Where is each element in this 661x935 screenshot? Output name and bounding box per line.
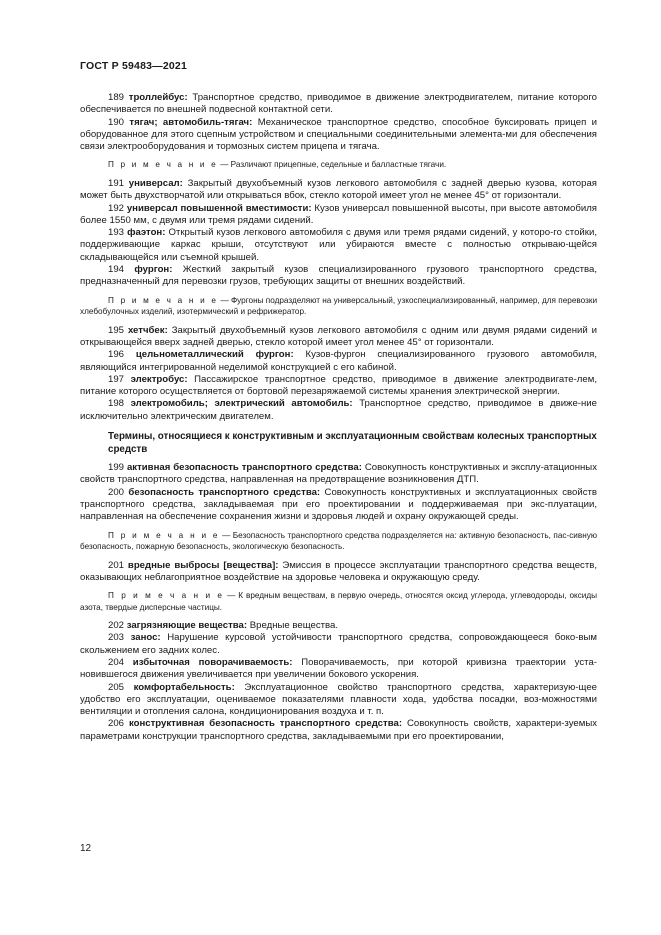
- term: комфортабельность:: [133, 681, 235, 693]
- term: загрязняющие вещества:: [126, 620, 248, 632]
- document-header: ГОСТ Р 59483—2021: [80, 60, 188, 72]
- definition: Совокупность конструктивных и эксплуатационных свойств транспортного средства, закладываемая при его проектировании и поддерживаемая при экс-плуатации, направленная на обеспечение сохранения жизни и здоровья людей и охрану окружающей среды.: [80, 486, 597, 523]
- term: электробус:: [130, 373, 188, 385]
- term-entry: 194 фургон: Жесткий закрытый кузов специализированного грузового транспортного средства, предназначенный для перевозки грузов, требующих защиты от внешних воздействий.: [80, 264, 597, 288]
- term-entry: 205 комфортабельность: Эксплуатационное свойство транспортного средства, характеризую-щее удобство его эксплуатации, оцениваемое показателями плавности хода, удобства посадки, воз-можностями вентиляции и отопления салона, кондиционирования воздуха и т. п.: [80, 681, 597, 718]
- definition: Совокупность конструктивных и эксплу-атационных свойств транспортного средства, направленная на предотвращение возникновения ДТП.: [80, 462, 597, 486]
- definition: Совокупность свойств, характери-зуемых параметрами конструкции транспортного средства, закладываемыми при его проектировании,: [80, 718, 598, 742]
- term: универсал:: [128, 177, 183, 189]
- definition: Эксплуатационное свойство транспортного средства, характеризую-щее удобство его эксплуатации, оцениваемое показателями плавности хода, удобства посадки, воз-можностями вентиляции и отопления салона, кондиционирования воздуха и т. п.: [80, 681, 597, 718]
- term-entry: 190 тягач; автомобиль-тягач: Механическое транспортное средство, способное буксировать прицеп и оборудованное для этого сцепным устройством и специальными соединительными элемента-ми для обеспечения связи электрооборудования и тормозных систем прицепа и тягача.: [80, 116, 598, 153]
- term: электромобиль; электрический автомобиль:: [130, 398, 353, 410]
- note: П р и м е ч а н и е — Безопасность транспортного средства подразделяется на: активную безопасность, пас-сивную безопасность, пожарную безопасность, экологическую безопасность.: [80, 530, 597, 552]
- definition: Транспортное средство, приводимое в движение электродвигателем, питание которого обеспечивается по внешней подвесной контактной сети.: [80, 92, 597, 116]
- term: занос:: [130, 632, 161, 644]
- term-entry: 199 активная безопасность транспортного средства: Совокупность конструктивных и эксплу-атационных свойств транспортного средства, направленная на предотвращение возникновения ДТП.: [80, 462, 597, 486]
- term: вредные выбросы [вещества]:: [127, 559, 279, 571]
- term: фургон:: [134, 264, 173, 276]
- term-entry: 198 электромобиль; электрический автомобиль: Транспортное средство, приводимое в движе-ние исключительно электрическим двигателем.: [80, 398, 597, 422]
- definition: Кузов универсал повышенной высоты, при высоте автомобиля более 1550 мм, с двумя или тремя рядами сидений.: [80, 202, 597, 226]
- definition: Нарушение курсовой устойчивости транспортного средства, сопровождающееся боко-вым скольжением его задних колес.: [80, 632, 597, 656]
- term-entry: 206 конструктивная безопасность транспортного средства: Совокупность свойств, характери-зуемых параметрами конструкции транспортного средства, закладываемыми при его проектировании,: [80, 718, 598, 742]
- note: П р и м е ч а н и е — К вредным веществам, в первую очередь, относятся оксид углерода, углеводороды, оксиды азота, твердые дисперсные частицы.: [80, 591, 598, 612]
- term-entry: 202 загрязняющие вещества: Вредные вещества.: [108, 620, 339, 632]
- term: тягач; автомобиль-тягач:: [129, 116, 253, 128]
- definition: Закрытый двухобъемный кузов легкового автомобиля с одним или двумя рядами сидений и открывающейся вверх задней дверью, стекло которой имеет угол менее 45° от горизонтали.: [80, 324, 597, 348]
- definition: Механическое транспортное средство, способное буксировать прицеп и оборудованное для этого сцепным устройством и специальными соединительными элемента-ми для обеспечения связи электрооборудования и тормозных систем прицепа и тягача.: [80, 116, 598, 153]
- definition: Пассажирское транспортное средство, приводимое в движение электродвигате-лем, питание которого осуществляется от бортовой перезаряжаемой системы хранения электрической энергии.: [80, 373, 597, 398]
- term-entry: 193 фаэтон: Открытый кузов легкового автомобиля с двумя или тремя рядами сидений, у которо-го стойки, поддерживающие каркас крыши, отсутствуют или убираются вместе с полностью открываю-щейся складывающейся или съемной крышей.: [80, 227, 597, 263]
- document-body: [80, 92, 597, 743]
- term-entry: 197 электробус: Пассажирское транспортное средство, приводимое в движение электродвигате-лем, питание которого осуществляется от бортовой перезаряжаемой системы хранения электрической энергии.: [80, 373, 597, 398]
- term-entry: 195 хетчбек: Закрытый двухобъемный кузов легкового автомобиля с одним или двумя рядами сидений и открывающейся вверх задней дверью, стекло которой имеет угол менее 45° от горизонтали.: [80, 324, 597, 348]
- note: П р и м е ч а н и е — Фургоны подразделяют на универсальный, узкоспециализированный, например, для перевозки хлебобулочных изделий, изотермический и рефрижератор.: [80, 295, 598, 317]
- term: конструктивная безопасность транспортного средства:: [128, 718, 403, 730]
- term: универсал повышенной вместимости:: [126, 202, 312, 214]
- definition: Закрытый двухобъемный кузов легкового автомобиля с задней дверью кузова, которая может быть двухстворчатой или открываться вбок, стекло которой имеет угол не менее 45° от горизонтали.: [80, 177, 597, 202]
- term-entry: 196 цельнометаллический фургон: Кузов-фургон специализированного грузового автомобиля, являющийся интегрированной неделимой конструкцией с его кабиной.: [80, 349, 597, 373]
- definition: Эмиссия в процессе эксплуатации транспортного средства веществ, оказывающих неблагоприятное воздействие на здоровье человека и окружающую среду.: [80, 559, 597, 583]
- definition: Кузов-фургон специализированного грузового автомобиля, являющийся интегрированной неделимой конструкцией с его кабиной.: [80, 349, 597, 373]
- term: троллейбус:: [128, 92, 188, 103]
- term: хетчбек:: [127, 324, 168, 336]
- definition: Открытый кузов легкового автомобиля с двумя или тремя рядами сидений, у которо-го стойки, поддерживающие каркас крыши, отсутствуют или убираются вместе с полностью открываю-щейся складывающейся или съемной крышей.: [80, 227, 597, 263]
- definition: Поворачиваемость, при которой кривизна траектории уста-новившегося движения увеличивается при увеличении бокового ускорения.: [80, 657, 597, 681]
- term: безопасность транспортного средства:: [128, 486, 321, 498]
- term-entry: 203 занос: Нарушение курсовой устойчивости транспортного средства, сопровождающееся боко-вым скольжением его задних колес.: [80, 632, 597, 656]
- term: избыточная поворачиваемость:: [132, 657, 293, 668]
- definition: Транспортное средство, приводимое в движе-ние исключительно электрическим двигателем.: [80, 398, 597, 422]
- term-entry: 192 универсал повышенной вместимости: Кузов универсал повышенной высоты, при высоте автомобиля более 1550 мм, с двумя или тремя рядами сидений.: [80, 202, 597, 226]
- term-entry: 189 троллейбус: Транспортное средство, приводимое в движение электродвигателем, питание которого обеспечивается по внешней подвесной контактной сети.: [80, 92, 597, 116]
- term: активная безопасность транспортного средства:: [126, 462, 362, 474]
- term-entry: 191 универсал: Закрытый двухобъемный кузов легкового автомобиля с задней дверью кузова, которая может быть двухстворчатой или открываться вбок, стекло которой имеет угол не менее 45° от горизонтали.: [80, 177, 597, 202]
- section-heading: Термины, относящиеся к конструктивным и эксплуатационным свойствам колесных транспортных средств: [108, 431, 597, 455]
- definition: Жесткий закрытый кузов специализированного грузового транспортного средства, предназначенный для перевозки грузов, требующих защиты от внешних воздействий.: [80, 264, 597, 288]
- term: фаэтон:: [127, 227, 166, 239]
- term: цельнометаллический фургон:: [135, 349, 294, 361]
- term-entry: 200 безопасность транспортного средства: Совокупность конструктивных и эксплуатационных свойств транспортного средства, закладываемая при его проектировании и поддерживаемая при экс-плуатации, направленная на обеспечение сохранения жизни и здоровья людей и охрану окружающей среды.: [80, 486, 597, 523]
- term-entry: 204 избыточная поворачиваемость: Поворачиваемость, при которой кривизна траектории уста-новившегося движения увеличивается при увеличении бокового ускорения.: [80, 657, 597, 681]
- note: П р и м е ч а н и е — Различают прицепные, седельные и балластные тягачи.: [108, 160, 447, 170]
- page-number: 12: [80, 843, 92, 854]
- definition: Вредные вещества.: [249, 620, 339, 632]
- term-entry: 201 вредные выбросы [вещества]: Эмиссия в процессе эксплуатации транспортного средства веществ, оказывающих неблагоприятное воздействие на здоровье человека и окружающую среду.: [80, 559, 597, 583]
